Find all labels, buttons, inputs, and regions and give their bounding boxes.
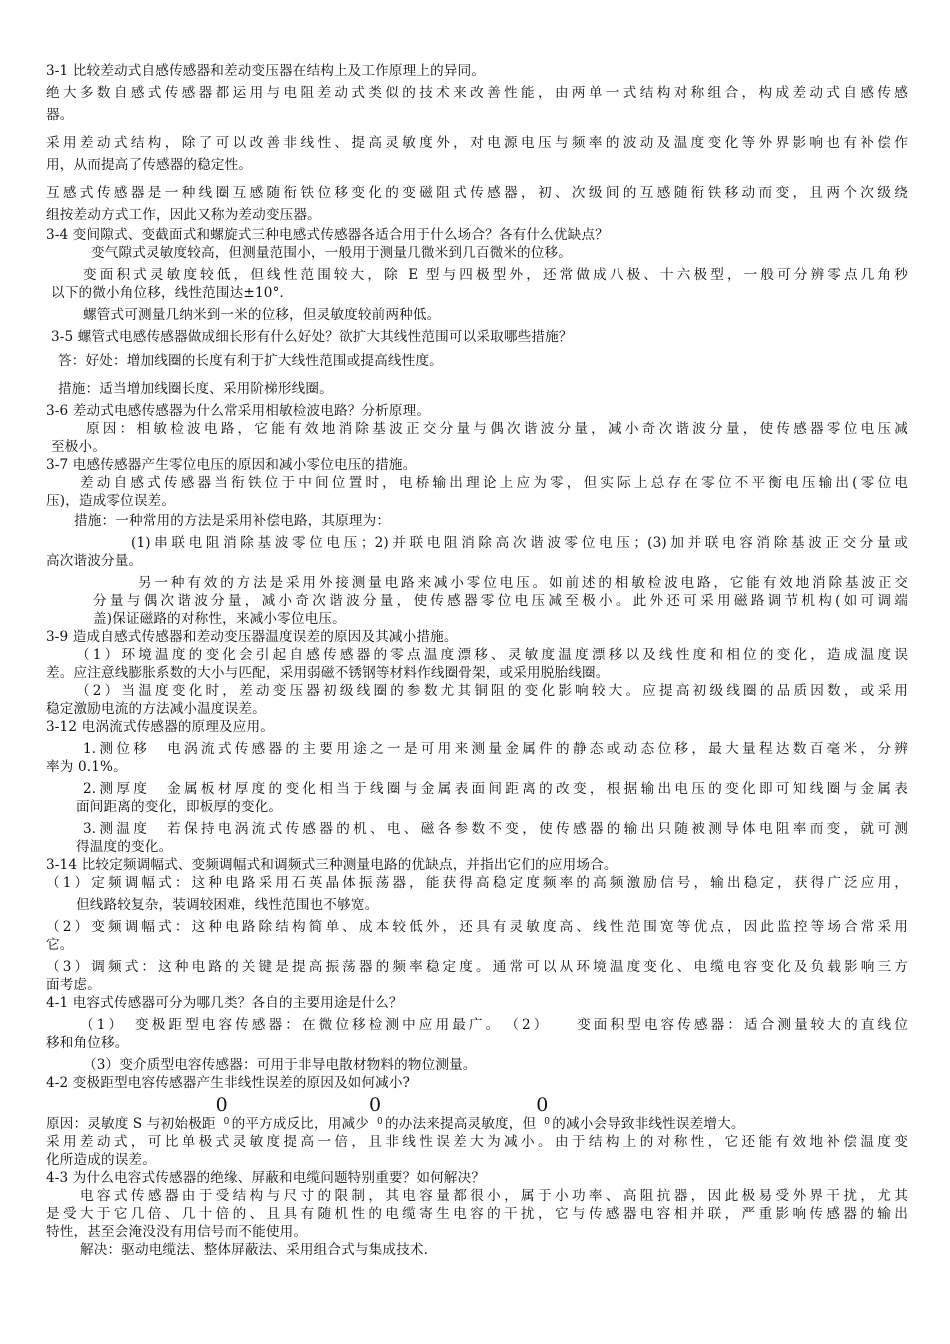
question-3-1: 3-1 比较差动式自感传感器和差动变压器在结构上及工作原理上的异同。 [46,63,486,79]
question-3-5: 3-5 螺管式电感传感器做成细长形有什么好处？欲扩大其线性范围可以采取哪些措施？ [51,329,573,345]
answer-line: 3.测温度 若保持电涡流式传感器的机、电、磁各参数不变，使传感器的输出只随被测导体电阻率而变，就可测 [83,821,908,837]
answer-line: 高次谐波分量。 [46,553,143,569]
answer-line: 差。应注意线膨胀系数的大小与匹配，采用弱磁不锈钢等材料作线圈骨架，或采用脱胎线圈。 [46,665,610,681]
text-segment: 的平方成反比，用减少 [231,1116,370,1132]
answer-line-with-symbols [46,1094,908,1133]
answer-line: 特性，甚至会淹没没有用信号而不能使用。 [46,1224,308,1240]
answer-line: （1）定频调幅式：这种电路采用石英晶体振荡器，能获得高稳定度频率的高频激励信号，输出稳定，获得广泛应用， [46,875,908,891]
answer-line: 率为 0.1%。 [46,759,127,775]
answer-line: 解决：驱动电缆法、整体屏蔽法、采用组合式与集成技术. [80,1242,429,1258]
answer-line: 差动自感式传感器当衔铁位于中间位置时，电桥输出理论上应为零，但实际上总存在零位不平衡电压输出(零位电 [80,475,908,491]
question-4-3: 4-3 为什么电容式传感器的绝缘、屏蔽和电缆问题特别重要？如何解决？ [46,1170,486,1186]
answer-line: 1.测位移 电涡流式传感器的主要用途之一是可用来测量金属件的静态或动态位移，最大量程达数百毫米，分辨 [83,741,908,757]
answer-line: 答：好处：增加线圈的长度有利于扩大线性范围或提高线性度。 [58,353,443,369]
answer-line: （3）调频式：这种电路的关键是提高振荡器的频率稳定度。通常可以从环境温度变化、电缆电容变化及负载影响三方 [46,959,908,975]
question-3-12: 3-12 电涡流式传感器的原理及应用。 [46,719,275,735]
question-4-2: 4-2 变极距型电容传感器产生非线性误差的原因及如何减小? [46,1075,411,1091]
question-3-7: 3-7 电感传感器产生零位电压的原因和减小零位电压的措施。 [46,457,417,473]
symbol-main: 0 [536,1094,549,1116]
symbol-subscript: 0 [223,1117,230,1127]
answer-line: 措施：一种常用的方法是采用补偿电路，其原理为： [74,513,391,529]
paragraph-line: 器。 [46,107,74,123]
answer-line: 分量与偶次谐波分量，减小奇次谐波分量，使传感器零位电压减至极小。此外还可采用磁路调节机构(如可调端 [93,593,908,609]
answer-line: 采用差动式，可比单极式灵敏度提高一倍，且非线性误差大为减小。由于结构上的对称性，它还能有效地补偿温度变 [46,1134,908,1150]
answer-line: （1）环境温度的变化会引起自感传感器的零点温度漂移、灵敏度温度漂移以及线性度和相位的变化，造成温度误 [76,647,908,663]
answer-line: （2）当温度变化时，差动变压器初级线圈的参数尤其铜阻的变化影响较大。应提高初级线圈的品质因数，或采用 [76,683,908,699]
answer-line: 盖)保证磁路的对称性，来减小零位电压。 [93,611,346,627]
question-3-4: 3-4 变间隙式、变截面式和螺旋式三种电感式传感器各适合用于什么场合？各有什么优缺点？ [46,227,609,243]
paragraph-line: 用，从而提高了传感器的稳定性。 [46,157,253,173]
text-segment: 的减小会导致非线性误差增大。 [552,1116,745,1132]
document-page [46,62,908,1259]
paragraph-line: 采用差动式结构，除了可以改善非线性、提高灵敏度外，对电源电压与频率的波动及温度变化等外界影响也有补偿作 [46,135,908,151]
paragraph-line: 组按差动方式工作，因此又称为差动变压器。 [46,207,321,223]
answer-line: 面间距离的变化，即板厚的变化。 [76,799,283,815]
answer-line: 化所造成的误差。 [46,1152,156,1168]
symbol-main: 0 [369,1094,382,1116]
symbol-subscript: 0 [544,1117,551,1127]
answer-line: 稳定激励电流的方法减小温度误差。 [46,701,266,717]
answer-line: 以下的微小角位移，线性范围达±10°． [51,285,294,301]
answer-line: 电容式传感器由于受结构与尺寸的限制，其电容量都很小，属于小功率、高阻抗器，因此极易受外界干扰，尤其 [80,1188,908,1204]
delta-zero-symbol [536,1094,552,1128]
question-3-9: 3-9 造成自感式传感器和差动变压器温度误差的原因及其减小措施。 [46,629,458,645]
answer-line: 另一种有效的方法是采用外接测量电路来减小零位电压。如前述的相敏检波电路，它能有效地消除基波正交 [138,575,908,591]
answer-line: （2）变频调幅式：这种电路除结构简单、成本较低外，还具有灵敏度高、线性范围宽等优点，因此监控等场合常采用 [46,919,908,935]
answer-line: 措施：适当增加线圈长度、采用阶梯形线圈。 [58,381,333,397]
delta-zero-symbol [215,1094,232,1128]
answer-line: 面考虑。 [46,977,101,993]
answer-line: 得温度的变化。 [76,839,173,855]
answer-line: 但线路较复杂，装调较困难，线性范围也不够宽。 [76,897,379,913]
text-segment: 的办法来提高灵敏度，但 [385,1116,537,1132]
answer-line: 它。 [46,937,74,953]
answer-line: 移和角位移。 [46,1035,129,1051]
answer-line: 变气隙式灵敏度较高，但测量范围小，一般用于测量几微米到几百微米的位移。 [91,245,573,261]
question-3-14: 3-14 比较定频调幅式、变频调幅式和调频式三种测量电路的优缺点，并指出它们的应用场合。 [46,857,618,873]
symbol-subscript: 0 [377,1117,383,1127]
answer-line: 变面积式灵敏度较低，但线性范围较大，除 E 型与四极型外，还常做成八极、十六极型，一般可分辨零点几角秒 [83,267,908,283]
answer-line: 2.测厚度 金属板材厚度的变化相当于线圈与金属表面间距离的改变，根据输出电压的变化即可知线圈与金属表 [83,781,908,797]
text-segment: 原因：灵敏度 S 与初始极距 [46,1116,216,1132]
answer-line: (1)串联电阻消除基波零位电压；2)并联电阻消除高次谐波零位电压；(3)加并联电容消除基波正交分量或 [131,535,908,551]
answer-line: 螺管式可测量几纳米到一米的位移，但灵敏度较前两种低。 [83,307,441,323]
paragraph-line: 互感式传感器是一种线圈互感随衔铁位移变化的变磁阻式传感器，初、次级间的互感随衔铁移动而变，且两个次级绕 [46,185,908,201]
answer-line: 是受大于它几倍、几十倍的、且具有随机性的电缆寄生电容的干扰，它与传感器电容相并联，严重影响传感器的输出 [46,1206,908,1222]
answer-line: （3）变介质型电容传感器：可用于非导电散材物料的物位测量。 [83,1057,477,1073]
answer-line: 至极小。 [51,439,106,455]
answer-line: （1） 变极距型电容传感器：在微位移检测中应用最广。 （2） 变面积型电容传感器：适合测量较大的直线位 [80,1017,908,1033]
delta-zero-symbol [369,1094,385,1128]
question-3-6: 3-6 差动式电感传感器为什么常采用相敏检波电路？分析原理。 [46,403,431,419]
question-4-1: 4-1 电容式传感器可分为哪几类？各自的主要用途是什么？ [46,995,403,1011]
paragraph-line: 绝大多数自感式传感器都运用与电阻差动式类似的技术来改善性能，由两单一式结构对称组合，构成差动式自感传感 [46,85,908,101]
answer-line: 原因：相敏检波电路，它能有效地消除基波正交分量与偶次谐波分量，减小奇次谐波分量，使传感器零位电压减 [86,421,908,437]
answer-line: 压)，造成零位误差。 [46,493,176,509]
symbol-main: 0 [215,1094,228,1116]
